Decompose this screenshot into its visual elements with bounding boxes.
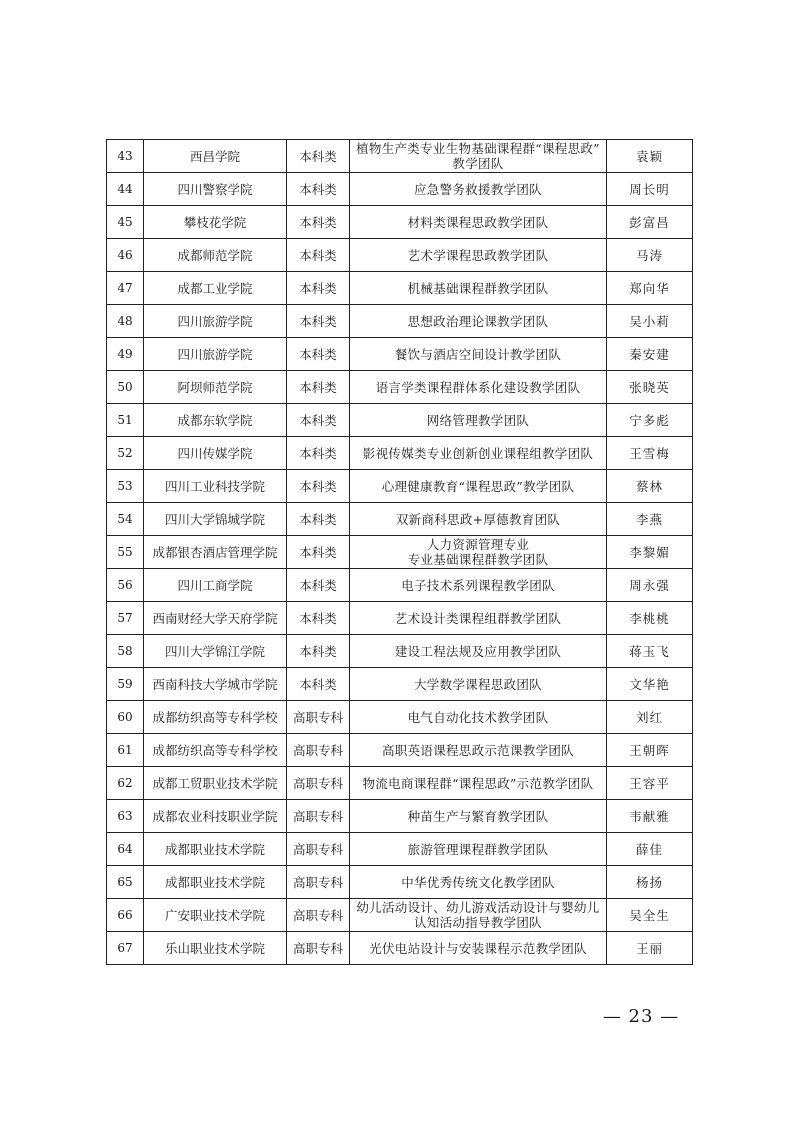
category-cell: 本科类 bbox=[287, 503, 350, 536]
team-leader-cell: 郑向华 bbox=[607, 272, 693, 305]
school-name-cell: 成都农业科技职业学院 bbox=[144, 800, 287, 833]
table-row bbox=[107, 437, 693, 470]
team-name-cell bbox=[350, 932, 607, 965]
team-leader-cell: 吴全生 bbox=[607, 899, 693, 932]
row-number-cell: 47 bbox=[107, 272, 144, 305]
school-name-cell: 四川旅游学院 bbox=[144, 305, 287, 338]
school-name-cell: 四川警察学院 bbox=[144, 173, 287, 206]
team-name-cell bbox=[350, 338, 607, 371]
row-number-cell: 61 bbox=[107, 734, 144, 767]
table-row bbox=[107, 602, 693, 635]
table-row bbox=[107, 503, 693, 536]
teaching-team-table bbox=[106, 139, 693, 965]
team-name-line: 高职英语课程思政示范课教学团队 bbox=[381, 742, 574, 758]
team-leader-cell: 李黎媚 bbox=[607, 536, 693, 569]
row-number-cell: 65 bbox=[107, 866, 144, 899]
team-name-cell bbox=[350, 833, 607, 866]
category-cell: 高职专科 bbox=[287, 800, 350, 833]
category-cell: 本科类 bbox=[287, 404, 350, 437]
team-leader-cell: 李桃桃 bbox=[607, 602, 693, 635]
team-name-line: 种苗生产与繁育教学团队 bbox=[407, 808, 549, 824]
category-cell: 本科类 bbox=[287, 272, 350, 305]
table-row bbox=[107, 767, 693, 800]
team-name-line: 电子技术系列课程教学团队 bbox=[401, 577, 555, 593]
team-name-line: 语言学类课程群体系化建设教学团队 bbox=[375, 379, 581, 395]
school-name-cell: 四川工业科技学院 bbox=[144, 470, 287, 503]
team-name-line: 思想政治理论课教学团队 bbox=[407, 313, 549, 329]
category-cell: 本科类 bbox=[287, 239, 350, 272]
school-name-cell: 四川大学锦城学院 bbox=[144, 503, 287, 536]
team-name-line: 艺术学课程思政教学团队 bbox=[407, 247, 549, 263]
team-leader-cell: 周长明 bbox=[607, 173, 693, 206]
team-leader-cell: 吴小莉 bbox=[607, 305, 693, 338]
team-leader-cell: 王容平 bbox=[607, 767, 693, 800]
table-row bbox=[107, 404, 693, 437]
team-name-cell bbox=[350, 536, 607, 569]
row-number-cell: 43 bbox=[107, 140, 144, 173]
table-row bbox=[107, 701, 693, 734]
category-cell: 本科类 bbox=[287, 140, 350, 173]
row-number-cell: 46 bbox=[107, 239, 144, 272]
table-row bbox=[107, 668, 693, 701]
team-name-cell bbox=[350, 503, 607, 536]
category-cell: 本科类 bbox=[287, 437, 350, 470]
team-name-cell bbox=[350, 470, 607, 503]
team-name-line: 中华优秀传统文化教学团队 bbox=[401, 874, 555, 890]
team-name-cell bbox=[350, 206, 607, 239]
team-leader-cell: 袁颖 bbox=[607, 140, 693, 173]
team-leader-cell: 王朝晖 bbox=[607, 734, 693, 767]
team-name-cell bbox=[350, 140, 607, 173]
school-name-cell: 阿坝师范学院 bbox=[144, 371, 287, 404]
team-leader-cell: 宁多彪 bbox=[607, 404, 693, 437]
page-number: — 23 — bbox=[602, 1006, 680, 1027]
team-leader-cell: 王雪梅 bbox=[607, 437, 693, 470]
category-cell: 本科类 bbox=[287, 338, 350, 371]
category-cell: 本科类 bbox=[287, 206, 350, 239]
school-name-cell: 攀枝花学院 bbox=[144, 206, 287, 239]
row-number-cell: 57 bbox=[107, 602, 144, 635]
row-number-cell: 51 bbox=[107, 404, 144, 437]
school-name-cell: 四川旅游学院 bbox=[144, 338, 287, 371]
category-cell: 高职专科 bbox=[287, 701, 350, 734]
team-name-line: 物流电商课程群“课程思政”示范教学团队 bbox=[362, 775, 594, 791]
team-name-line: 旅游管理课程群教学团队 bbox=[407, 841, 549, 857]
team-name-line: 心理健康教育“课程思政”教学团队 bbox=[381, 478, 575, 494]
team-name-line: 电气自动化技术教学团队 bbox=[407, 709, 549, 725]
team-leader-cell: 薛佳 bbox=[607, 833, 693, 866]
table-row bbox=[107, 536, 693, 569]
table-row bbox=[107, 470, 693, 503]
team-name-cell bbox=[350, 767, 607, 800]
category-cell: 本科类 bbox=[287, 536, 350, 569]
category-cell: 本科类 bbox=[287, 173, 350, 206]
table-row bbox=[107, 833, 693, 866]
team-name-line: 机械基础课程群教学团队 bbox=[407, 280, 549, 296]
school-name-cell: 四川工商学院 bbox=[144, 569, 287, 602]
team-name-line: 专业基础课程群教学团队 bbox=[407, 552, 549, 567]
team-leader-cell: 马涛 bbox=[607, 239, 693, 272]
table-row bbox=[107, 866, 693, 899]
team-name-line: 建设工程法规及应用教学团队 bbox=[394, 643, 562, 659]
school-name-cell: 成都师范学院 bbox=[144, 239, 287, 272]
category-cell: 高职专科 bbox=[287, 833, 350, 866]
row-number-cell: 45 bbox=[107, 206, 144, 239]
row-number-cell: 60 bbox=[107, 701, 144, 734]
table-row bbox=[107, 305, 693, 338]
table-row bbox=[107, 371, 693, 404]
row-number-cell: 53 bbox=[107, 470, 144, 503]
team-name-cell bbox=[350, 701, 607, 734]
table-body bbox=[107, 140, 693, 965]
row-number-cell: 62 bbox=[107, 767, 144, 800]
row-number-cell: 52 bbox=[107, 437, 144, 470]
school-name-cell: 成都职业技术学院 bbox=[144, 866, 287, 899]
team-name-line: 幼儿活动设计、幼儿游戏活动设计与婴幼儿 bbox=[356, 900, 600, 915]
school-name-cell: 乐山职业技术学院 bbox=[144, 932, 287, 965]
category-cell: 高职专科 bbox=[287, 734, 350, 767]
team-name-cell bbox=[350, 734, 607, 767]
category-cell: 高职专科 bbox=[287, 899, 350, 932]
row-number-cell: 44 bbox=[107, 173, 144, 206]
team-name-line: 材料类课程思政教学团队 bbox=[407, 214, 549, 230]
table-row bbox=[107, 734, 693, 767]
team-name-cell bbox=[350, 173, 607, 206]
team-name-cell bbox=[350, 899, 607, 932]
team-leader-cell: 蔡林 bbox=[607, 470, 693, 503]
team-name-line: 双新商科思政+厚德教育团队 bbox=[395, 511, 561, 527]
team-name-line: 人力资源管理专业 bbox=[426, 537, 530, 552]
category-cell: 本科类 bbox=[287, 305, 350, 338]
category-cell: 本科类 bbox=[287, 569, 350, 602]
team-name-cell bbox=[350, 239, 607, 272]
category-cell: 本科类 bbox=[287, 635, 350, 668]
team-leader-cell: 韦献雅 bbox=[607, 800, 693, 833]
row-number-cell: 48 bbox=[107, 305, 144, 338]
team-name-line: 应急警务救援教学团队 bbox=[413, 181, 542, 197]
school-name-cell: 西南科技大学城市学院 bbox=[144, 668, 287, 701]
team-list-sheet bbox=[106, 139, 692, 965]
team-leader-cell: 文华艳 bbox=[607, 668, 693, 701]
team-name-line: 光伏电站设计与安装课程示范教学团队 bbox=[369, 940, 587, 956]
team-name-line: 艺术设计类课程组群教学团队 bbox=[394, 610, 562, 626]
school-name-cell: 成都工业学院 bbox=[144, 272, 287, 305]
row-number-cell: 63 bbox=[107, 800, 144, 833]
table-row bbox=[107, 173, 693, 206]
school-name-cell: 成都纺织高等专科学校 bbox=[144, 701, 287, 734]
table-row bbox=[107, 569, 693, 602]
team-leader-cell: 彭富昌 bbox=[607, 206, 693, 239]
team-name-line: 影视传媒类专业创新创业课程组教学团队 bbox=[362, 445, 594, 461]
table-row bbox=[107, 899, 693, 932]
row-number-cell: 64 bbox=[107, 833, 144, 866]
team-leader-cell: 周永强 bbox=[607, 569, 693, 602]
school-name-cell: 四川大学锦江学院 bbox=[144, 635, 287, 668]
table-row bbox=[107, 272, 693, 305]
team-name-cell bbox=[350, 668, 607, 701]
row-number-cell: 66 bbox=[107, 899, 144, 932]
table-row bbox=[107, 206, 693, 239]
team-name-line: 网络管理教学团队 bbox=[426, 412, 530, 428]
row-number-cell: 67 bbox=[107, 932, 144, 965]
row-number-cell: 58 bbox=[107, 635, 144, 668]
team-leader-cell: 蒋玉飞 bbox=[607, 635, 693, 668]
team-leader-cell: 王丽 bbox=[607, 932, 693, 965]
team-name-cell bbox=[350, 602, 607, 635]
table-row bbox=[107, 800, 693, 833]
team-name-cell bbox=[350, 866, 607, 899]
row-number-cell: 55 bbox=[107, 536, 144, 569]
team-name-line: 大学数学课程思政团队 bbox=[413, 676, 542, 692]
team-name-cell bbox=[350, 569, 607, 602]
team-name-line: 餐饮与酒店空间设计教学团队 bbox=[394, 346, 562, 362]
table-row bbox=[107, 635, 693, 668]
team-leader-cell: 刘红 bbox=[607, 701, 693, 734]
team-name-line: 教学团队 bbox=[452, 156, 504, 171]
category-cell: 本科类 bbox=[287, 371, 350, 404]
school-name-cell: 西南财经大学天府学院 bbox=[144, 602, 287, 635]
table-row bbox=[107, 338, 693, 371]
team-name-cell bbox=[350, 272, 607, 305]
table-row bbox=[107, 932, 693, 965]
row-number-cell: 54 bbox=[107, 503, 144, 536]
team-leader-cell: 李燕 bbox=[607, 503, 693, 536]
school-name-cell: 成都纺织高等专科学校 bbox=[144, 734, 287, 767]
row-number-cell: 50 bbox=[107, 371, 144, 404]
school-name-cell: 西昌学院 bbox=[144, 140, 287, 173]
category-cell: 本科类 bbox=[287, 470, 350, 503]
team-name-cell bbox=[350, 437, 607, 470]
category-cell: 高职专科 bbox=[287, 932, 350, 965]
school-name-cell: 广安职业技术学院 bbox=[144, 899, 287, 932]
row-number-cell: 49 bbox=[107, 338, 144, 371]
team-name-cell bbox=[350, 305, 607, 338]
team-name-cell bbox=[350, 635, 607, 668]
school-name-cell: 四川传媒学院 bbox=[144, 437, 287, 470]
team-name-line: 认知活动指导教学团队 bbox=[413, 915, 542, 930]
table-row bbox=[107, 140, 693, 173]
team-leader-cell: 杨扬 bbox=[607, 866, 693, 899]
team-name-line: 植物生产类专业生物基础课程群“课程思政” bbox=[356, 141, 600, 156]
team-name-cell bbox=[350, 800, 607, 833]
team-leader-cell: 秦安建 bbox=[607, 338, 693, 371]
row-number-cell: 56 bbox=[107, 569, 144, 602]
school-name-cell: 成都东软学院 bbox=[144, 404, 287, 437]
team-name-cell bbox=[350, 371, 607, 404]
category-cell: 高职专科 bbox=[287, 866, 350, 899]
school-name-cell: 成都职业技术学院 bbox=[144, 833, 287, 866]
category-cell: 本科类 bbox=[287, 602, 350, 635]
school-name-cell: 成都银杏酒店管理学院 bbox=[144, 536, 287, 569]
category-cell: 高职专科 bbox=[287, 767, 350, 800]
table-row bbox=[107, 239, 693, 272]
school-name-cell: 成都工贸职业技术学院 bbox=[144, 767, 287, 800]
category-cell: 本科类 bbox=[287, 668, 350, 701]
team-leader-cell: 张晓英 bbox=[607, 371, 693, 404]
team-name-cell bbox=[350, 404, 607, 437]
row-number-cell: 59 bbox=[107, 668, 144, 701]
